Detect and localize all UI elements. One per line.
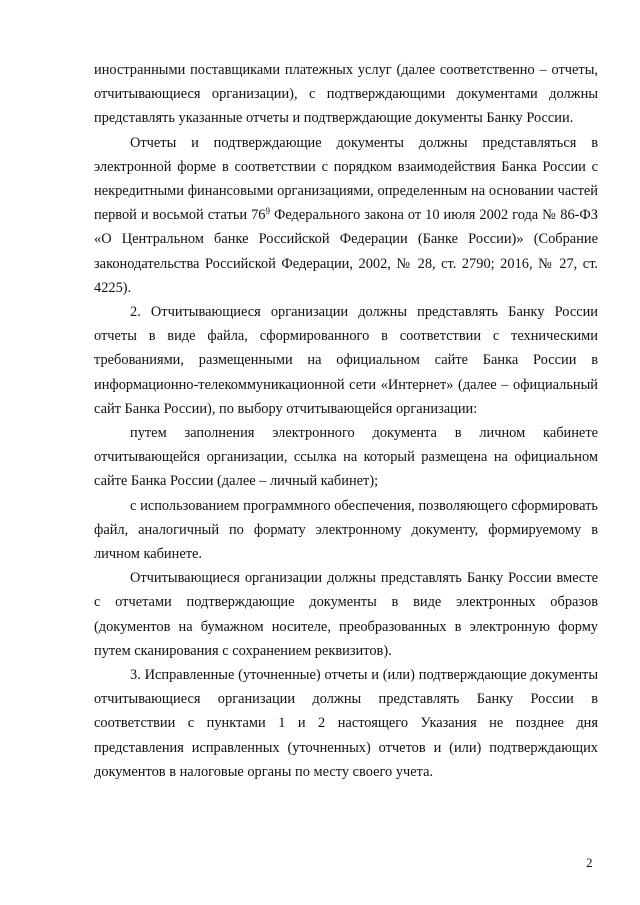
paragraph-electronic-form <box>94 131 598 300</box>
paragraph-text-end: Федерального закона от 10 июля 2002 года № 86-ФЗ «О Центральном банке Российской Федерации (Банке России)» (Собрание законодательства Российской Федерации, 2002, № 28, ст. 2790; 2016, № 27, ст. 4225). <box>94 207 599 296</box>
paragraph-item-3: 3. Исправленные (уточненные) отчеты и (или) подтверждающие документы отчитывающиеся организации должны представлять Банку России в соответствии с пунктами 1 и 2 настоящего Указания не позднее дня представления исправленных (уточненных) отчетов и (или) подтверждающих документов в налоговые органы по месту своего учета. <box>94 667 598 780</box>
document-body <box>94 58 598 784</box>
paragraph-text-start: Отчеты и подтверждающие документы должны представляться в электронной форме в соответствии с порядком взаимодействия Банка России с некредитными финансовыми организациями, определенным на основании частей первой и восьмой статьи 76 <box>94 134 598 224</box>
paragraph-supporting-documents: Отчитывающиеся организации должны представлять Банку России вместе с отчетами подтверждающие документы в виде электронных образов (документов на бумажном носителе, преобразованных в электронную форму путем сканирования с сохранением реквизитов). <box>94 570 598 659</box>
paragraph-continuation: иностранными поставщиками платежных услуг (далее соответственно – отчеты, отчитывающиеся организации), с подтверждающими документами должны представлять указанные отчеты и подтверждающие документы Банку России. <box>94 62 598 127</box>
paragraph-item-2: 2. Отчитывающиеся организации должны представлять Банку России отчеты в виде файла, сформированного в соответствии с техническими требованиями, размещенными на официальном сайте Банка России в информационно-телекоммуникационной сети «Интернет» (далее – официальный сайт Банка России), по выбору отчитывающейся организации: <box>94 304 598 417</box>
paragraph-option-software: с использованием программного обеспечения, позволяющего сформировать файл, аналогичный по формату электронному документу, формируемому в личном кабинете. <box>94 497 598 563</box>
page-number: 2 <box>586 855 593 870</box>
article-superscript: 9 <box>265 206 270 217</box>
paragraph-option-personal-cabinet: путем заполнения электронного документа в личном кабинете отчитывающейся организации, ссылка на который размещена на официальном сайте Банка России (далее – личный кабинет); <box>94 425 598 490</box>
